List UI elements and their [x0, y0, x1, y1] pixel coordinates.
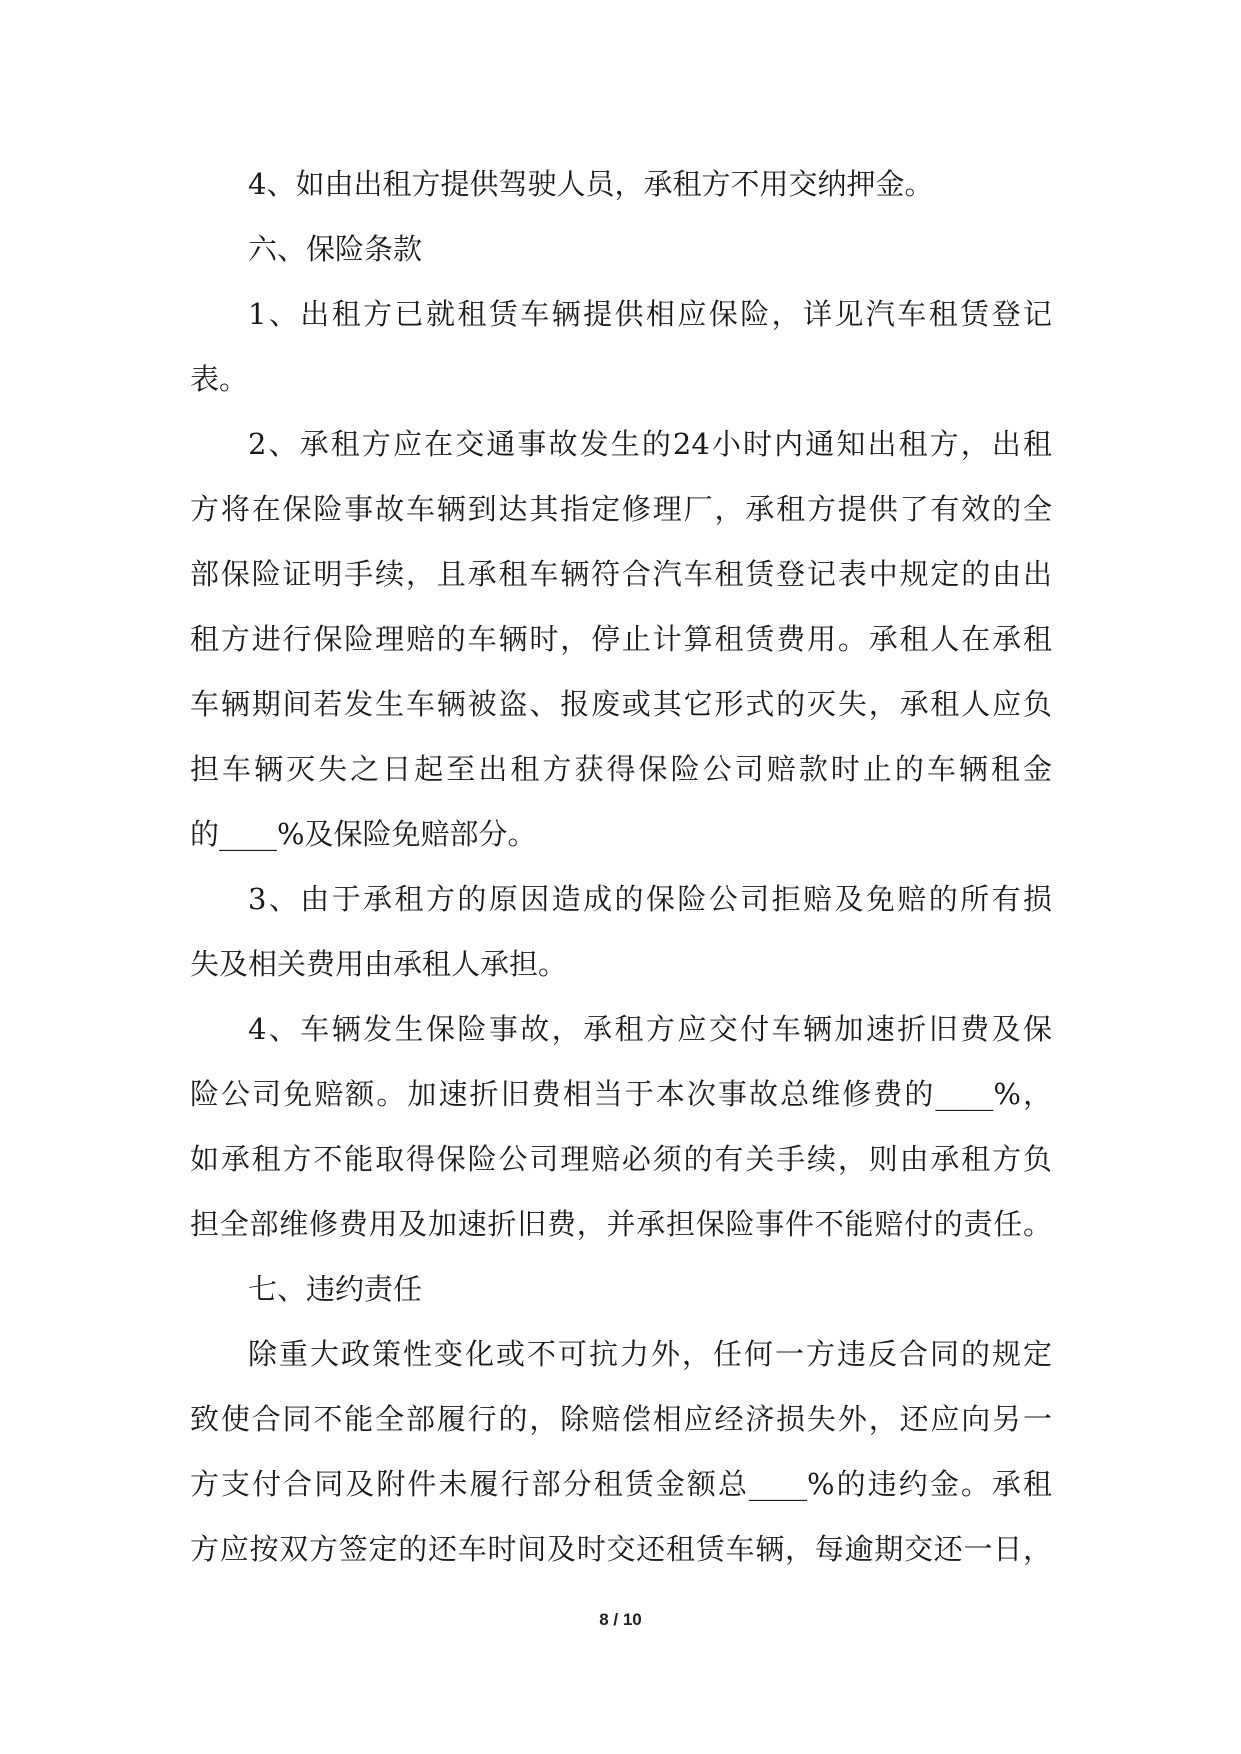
text-line: 方将在保险事故车辆到达其指定修理厂，承租方提供了有效的全 [190, 492, 1052, 526]
text-line: 失及相关费用由承租人承担。 [190, 947, 568, 981]
text-line: 3、由于承租方的原因造成的保险公司拒赔及免赔的所有损 [248, 882, 1052, 916]
text-line: 租方进行保险理赔的车辆时，停止计算租赁费用。承租人在承租 [190, 622, 1052, 656]
text-line: 4、车辆发生保险事故，承租方应交付车辆加速折旧费及保 [248, 1012, 1052, 1046]
text-line: 表。 [190, 362, 249, 396]
text-line: 车辆期间若发生车辆被盗、报废或其它形式的灭失，承租人应负 [190, 687, 1052, 721]
document-body [190, 158, 1052, 1588]
text-line: 的____%及保险免赔部分。 [190, 817, 537, 851]
text-line: 六、保险条款 [248, 232, 423, 266]
text-line: 2、承租方应在交通事故发生的24小时内通知出租方，出租 [248, 427, 1052, 461]
page-number: 8 / 10 [599, 1610, 642, 1629]
text-line: 担全部维修费用及加速折旧费，并承担保险事件不能赔付的责任。 [190, 1207, 1052, 1241]
text-line: 致使合同不能全部履行的，除赔偿相应经济损失外，还应向另一 [190, 1402, 1052, 1436]
text-line: 险公司免赔额。加速折旧费相当于本次事故总维修费的____%， [190, 1077, 1052, 1111]
text-line: 1、出租方已就租赁车辆提供相应保险，详见汽车租赁登记 [248, 297, 1052, 331]
text-line: 担车辆灭失之日起至出租方获得保险公司赔款时止的车辆租金 [190, 752, 1052, 786]
text-line: 方支付合同及附件未履行部分租赁金额总____%的违约金。承租 [190, 1467, 1052, 1501]
text-line: 部保险证明手续，且承租车辆符合汽车租赁登记表中规定的由出 [190, 557, 1052, 591]
text-line: 方应按双方签定的还车时间及时交还租赁车辆，每逾期交还一日， [190, 1532, 1052, 1566]
text-line: 4、如由出租方提供驾驶人员，承租方不用交纳押金。 [248, 167, 934, 201]
text-line: 如承租方不能取得保险公司理赔必须的有关手续，则由承租方负 [190, 1142, 1052, 1176]
text-line: 七、违约责任 [248, 1272, 423, 1306]
text-line: 除重大政策性变化或不可抗力外，任何一方违反合同的规定 [248, 1337, 1052, 1371]
